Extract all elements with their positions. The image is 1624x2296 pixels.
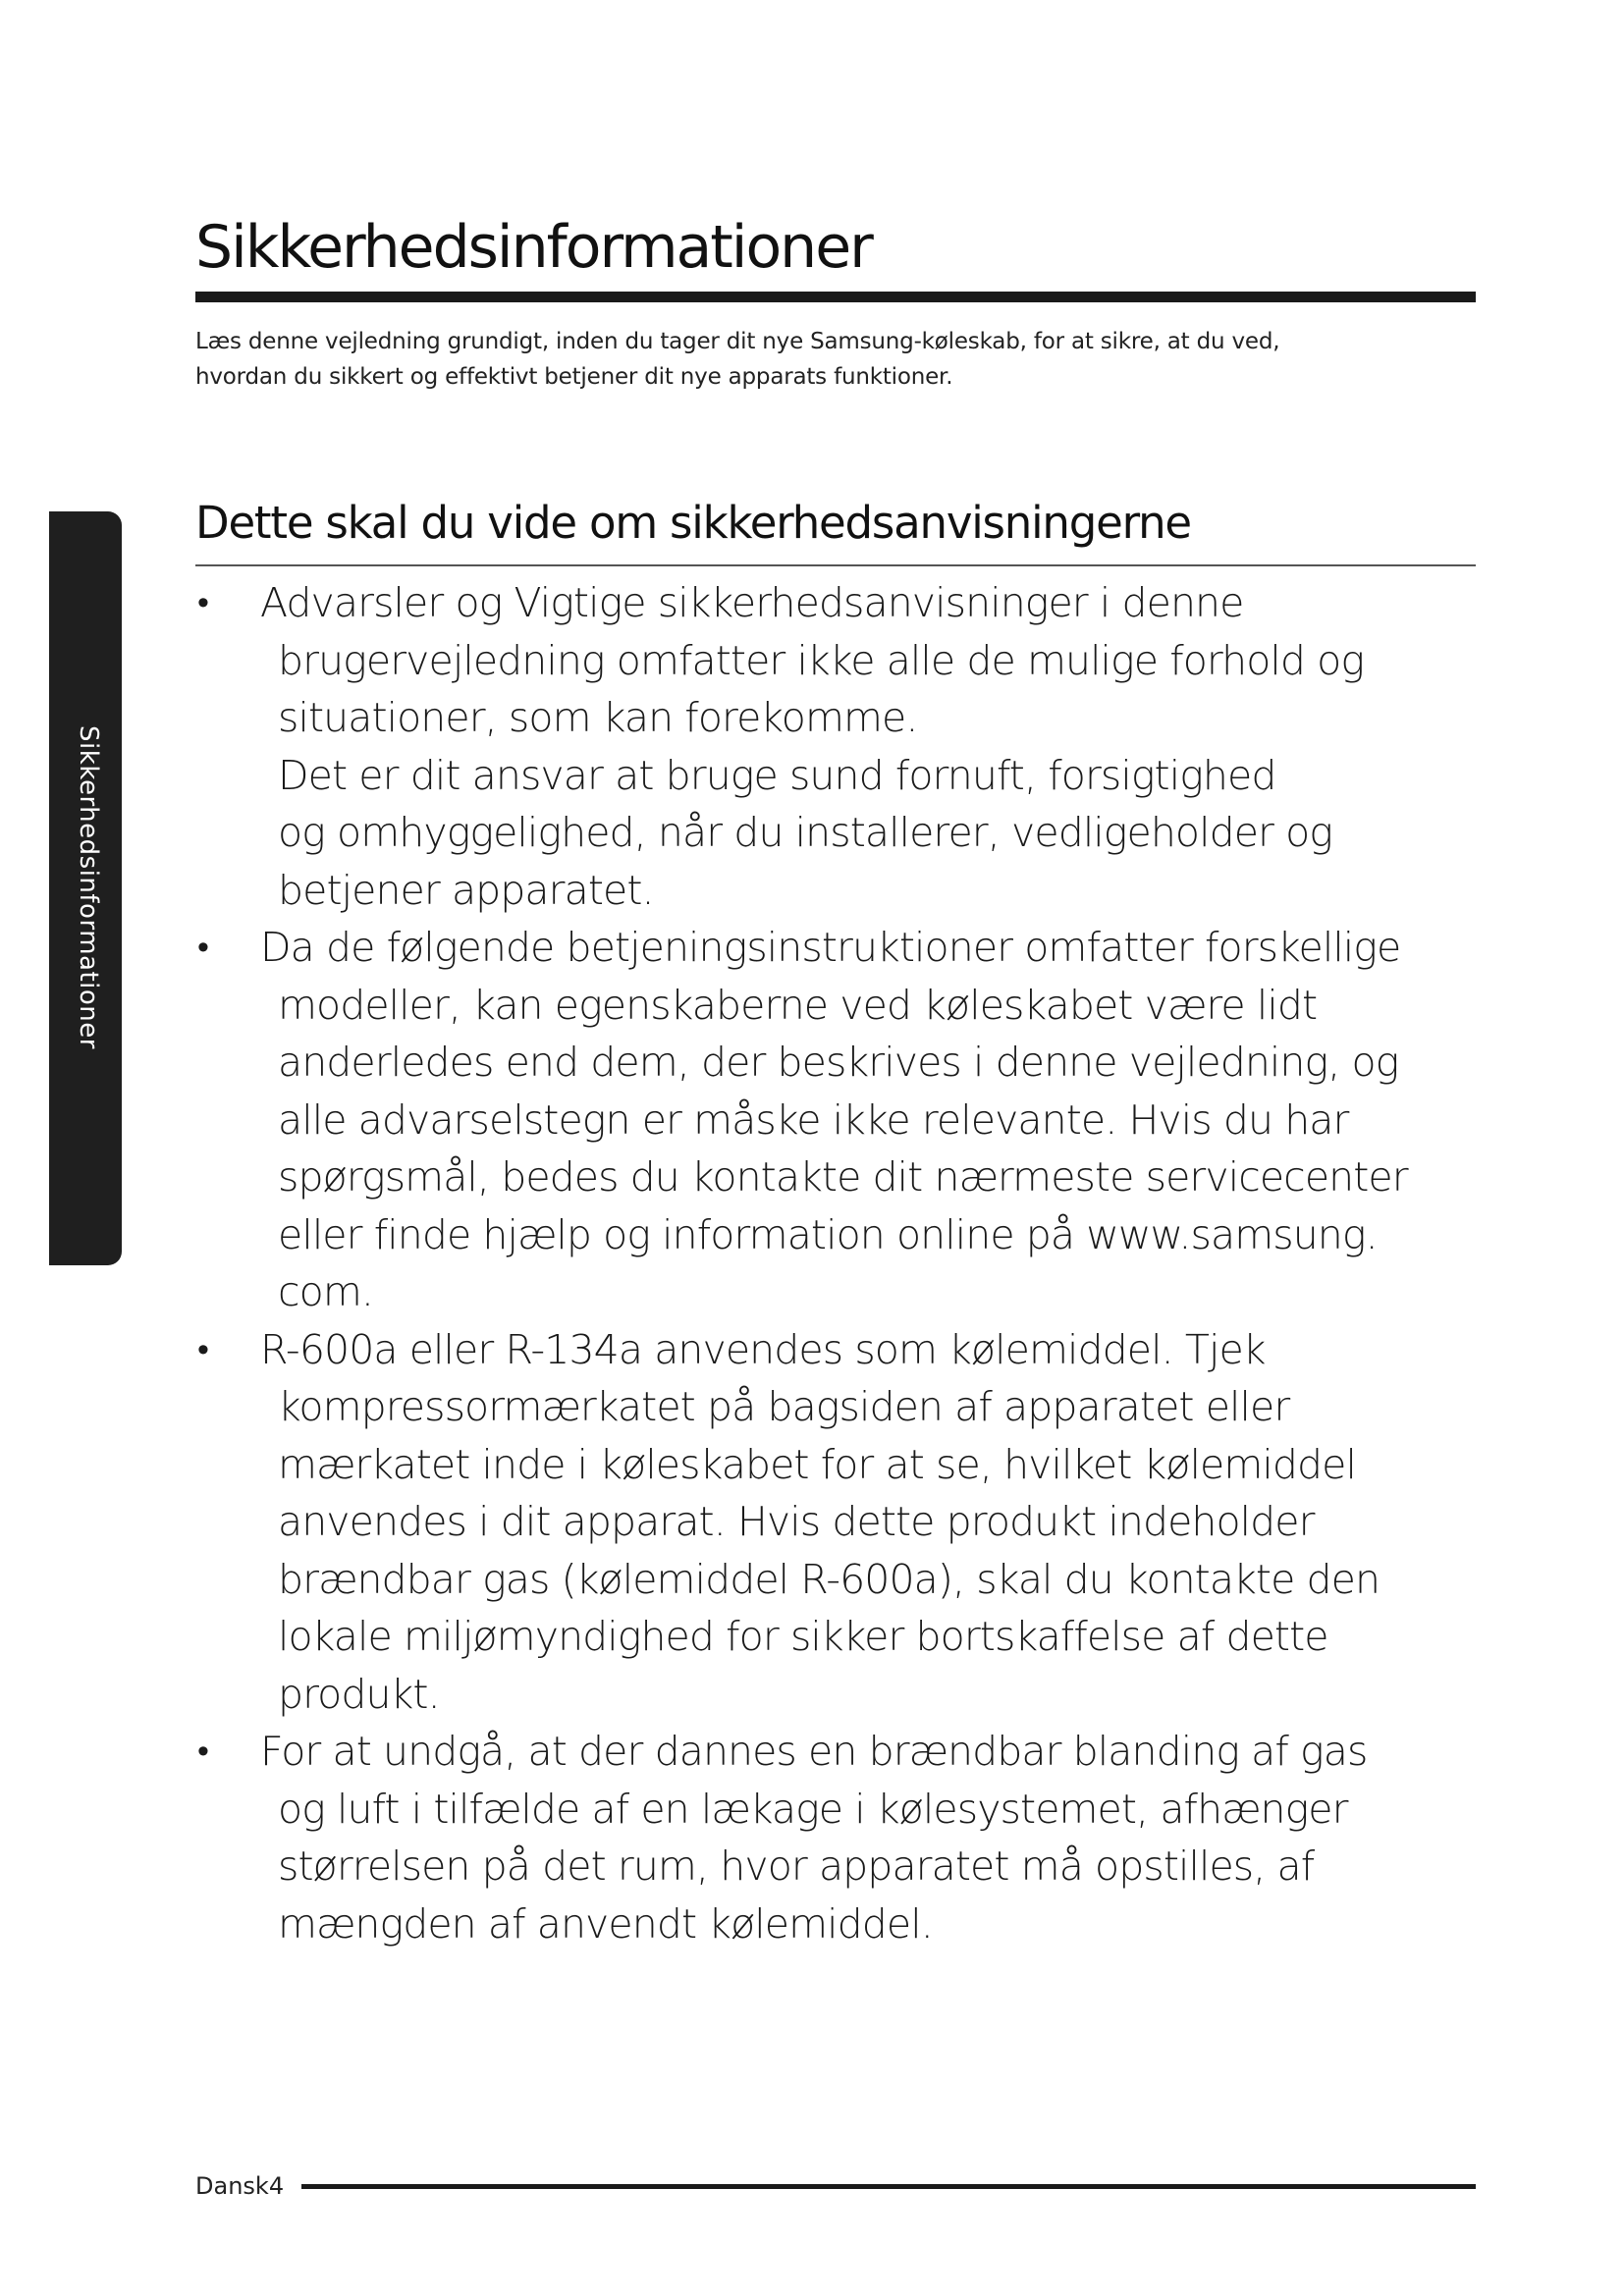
- bullet-line: spørgsmål, bedes du kontakte dit nærmeste servicecenter: [278, 1153, 1408, 1201]
- bullet-item: [195, 1723, 1491, 1952]
- bullet-line: og omhyggelighed, når du installerer, vedligeholder og: [278, 809, 1333, 856]
- section-heading: Dette skal du vide om sikkerhedsanvisningerne: [195, 497, 1191, 549]
- bullet-line: mængden af anvendt kølemiddel.: [278, 1899, 933, 1948]
- footer-divider: [301, 2184, 1476, 2189]
- bullet-line: situationer, som kan forekomme.: [278, 694, 918, 741]
- bullet-line: eller finde hjælp og information online på www.samsung.: [278, 1210, 1378, 1258]
- bullet-item: [195, 574, 1491, 919]
- bullet-item: [195, 1321, 1491, 1724]
- page-title: Sikkerhedsinformationer: [195, 213, 872, 282]
- intro-paragraph: [195, 324, 1482, 395]
- footer-page-number: 4: [268, 2172, 285, 2200]
- bullet-line: alle advarselstegn er måske ikke relevante. Hvis du har: [278, 1095, 1349, 1144]
- bullet-line: produkt.: [278, 1670, 440, 1718]
- bullet-line: • Advarsler og Vigtige sikkerhedsanvisninger i denne: [260, 579, 1244, 626]
- page-footer: [195, 2171, 284, 2201]
- bullet-line: lokale miljømyndighed for sikker bortskaffelse af dette: [278, 1613, 1328, 1660]
- footer-language: Dansk: [195, 2172, 269, 2200]
- bullet-line: kompressormærkatet på bagsiden af apparatet eller: [278, 1383, 1290, 1430]
- bullet-line: betjener apparatet.: [278, 866, 654, 914]
- bullet-line: anderledes end dem, der beskrives i denne vejledning, og: [278, 1039, 1399, 1086]
- bullet-line: modeller, kan egenskaberne ved køleskabet være lidt: [278, 981, 1318, 1029]
- section-divider: [195, 564, 1476, 566]
- intro-line: hvordan du sikkert og effektivt betjener dit nye apparats funktioner.: [195, 364, 953, 390]
- bullet-line: anvendes i dit apparat. Hvis dette produkt indeholder: [278, 1498, 1315, 1545]
- side-section-tab-label: Sikkerhedsinformationer: [74, 725, 103, 1049]
- bullet-line: • R-600a eller R-134a anvendes som kølemiddel. Tjek: [260, 1325, 1266, 1373]
- intro-line: Læs denne vejledning grundigt, inden du tager dit nye Samsung-køleskab, for at sikre, at du ved,: [195, 329, 1280, 354]
- bullet-line: brændbar gas (kølemiddel R-600a), skal du kontakte den: [278, 1555, 1380, 1603]
- bullet-line: • Da de følgende betjeningsinstruktioner omfatter forskellige: [260, 924, 1401, 971]
- bullet-line: • For at undgå, at der dannes en brændbar blanding af gas: [260, 1728, 1368, 1775]
- bullet-line: brugervejledning omfatter ikke alle de mulige forhold og: [278, 636, 1365, 684]
- bullet-line: Det er dit ansvar at bruge sund fornuft, forsigtighed: [278, 751, 1276, 799]
- title-divider: [195, 292, 1476, 302]
- bullet-line: størrelsen på det rum, hvor apparatet må opstilles, af: [278, 1842, 1315, 1890]
- bullet-item: [195, 919, 1491, 1321]
- bullet-line: com.: [278, 1268, 373, 1315]
- safety-bullet-list: [195, 574, 1491, 1952]
- bullet-line: og luft i tilfælde af en lækage i kølesystemet, afhænger: [278, 1785, 1348, 1833]
- bullet-line: mærkatet inde i køleskabet for at se, hvilket kølemiddel: [278, 1440, 1356, 1488]
